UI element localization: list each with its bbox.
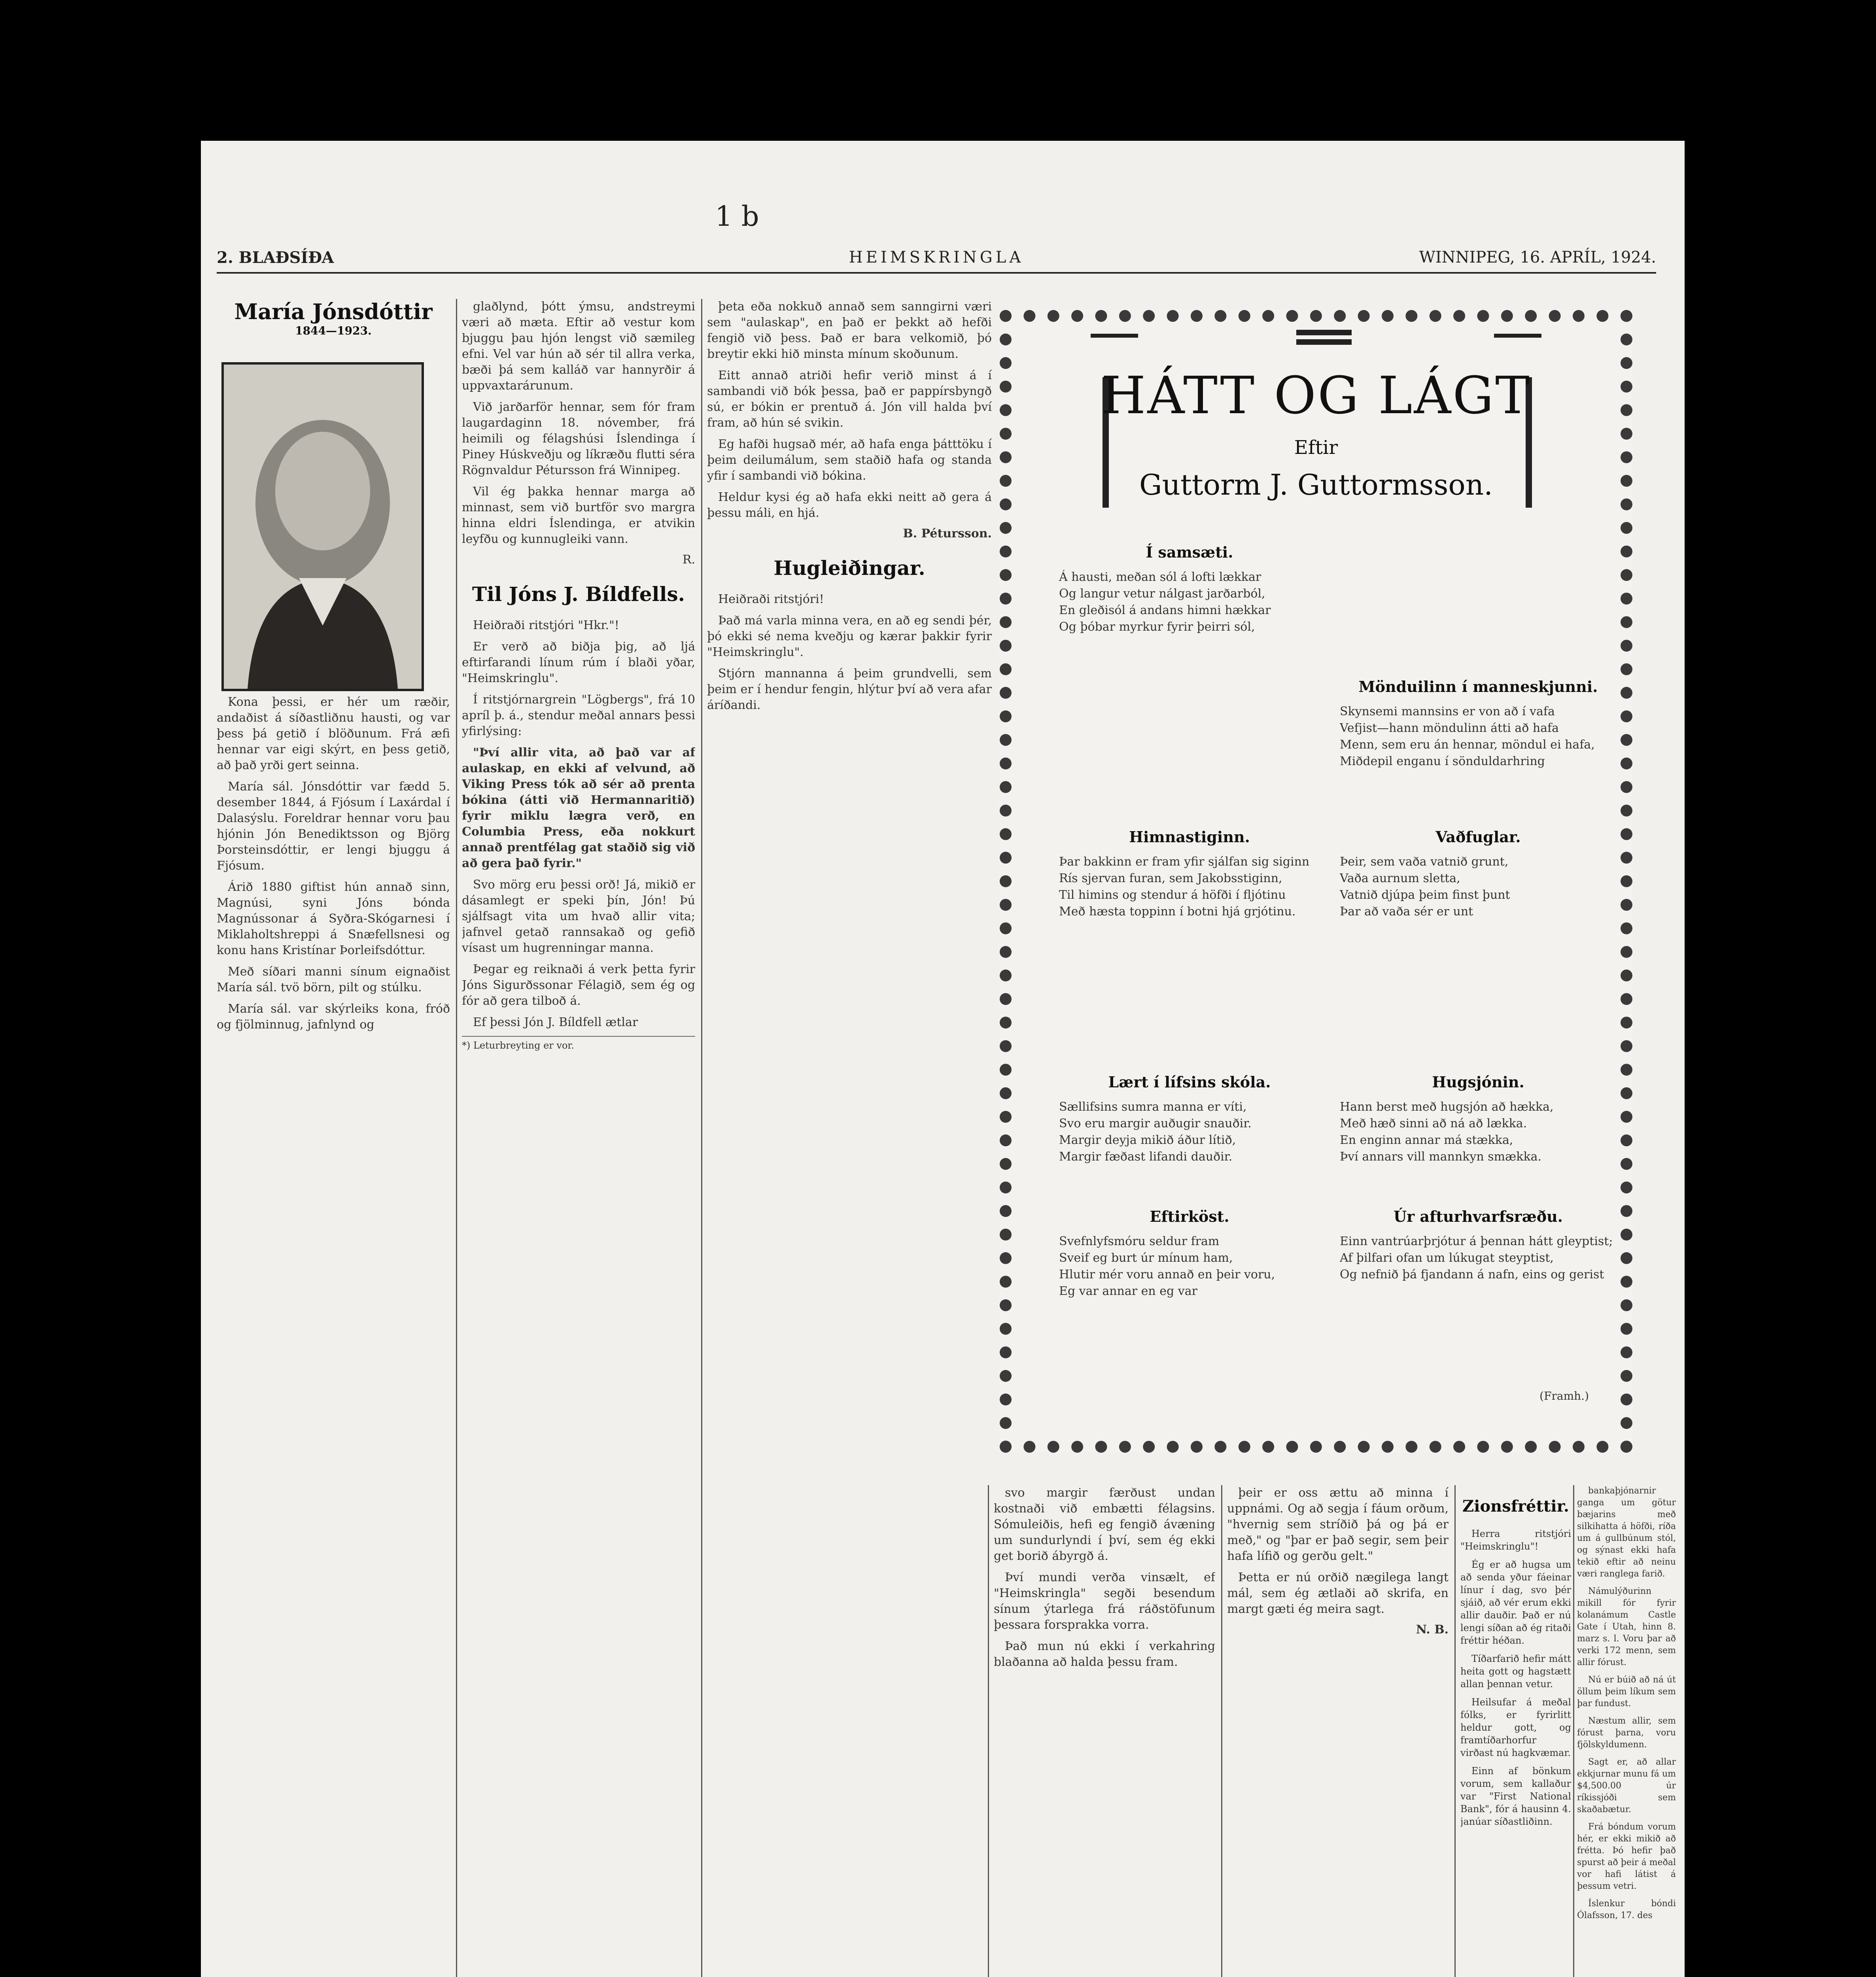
poem-section-title: Himnastiginn.: [1129, 828, 1250, 846]
poem-line: Rís sjervan furan, sem Jakobsstiginn,: [1059, 871, 1282, 885]
issue-date: WINNIPEG, 16. APRÍL, 1924.: [1419, 248, 1656, 266]
poem-line: Svo eru margir auðugir snauðir.: [1059, 1117, 1252, 1130]
column-2: [462, 299, 695, 1977]
paragraph: Vil ég þakka hennar marga að minnast, sem við burtför svo margra hinna eldri Íslendinga, er atvikin leyfðu og kunnugleiki vann.: [462, 485, 695, 546]
paragraph: María sál. Jónsdóttir var fædd 5. desember 1844, á Fjósum í Laxárdal í Dalasýslu. Foreldrar hennar voru þau hjónin Jón Benediktsson og Björg Þorsteinsdóttir, er lengi bjuggu á Fjósum.: [217, 780, 450, 873]
poem-line: Þeir, sem vaða vatnið grunt,: [1340, 855, 1509, 869]
portrait-photo: [221, 362, 424, 691]
paragraph: Í ritstjórnargrein "Lögbergs", frá 10 apríl þ. á., stendur meðal annars þessi yfirlýsing:: [462, 693, 695, 738]
paragraph: Tíðarfarið hefir mátt heita gott og hagstætt allan þennan vetur.: [1460, 1653, 1571, 1690]
poem-section-title: Vaðfuglar.: [1435, 828, 1521, 846]
poem-line: Sællifsins sumra manna er víti,: [1059, 1100, 1247, 1114]
paragraph: Svo mörg eru þessi orð! Já, mikið er dásamlegt er speki þín, Jón! Þú sjálfsagt vita um hvað allir vita; jafnvel getað rannsakað og gefið vísast um hugrenningar manna.: [462, 878, 695, 955]
paragraph: Íslenkur bóndi Ólafsson, 17. des: [1577, 1899, 1676, 1920]
poem-line: Miðdepil enganu í sönduldarhring: [1340, 754, 1545, 768]
poem-line: Þar að vaða sér er unt: [1340, 905, 1473, 919]
column-3: [707, 299, 992, 1485]
paragraph: glaðlynd, þótt ýmsu, andstreymi væri að mæta. Eftir að vestur kom bjuggu þau hjón lengst við sæmileg efni. Vel var hún að sér til allra verka, bæði þá sem kalláð var hannyrðir á uppvaxtarárunum.: [462, 300, 695, 393]
poem-byline: Eftir: [1294, 437, 1338, 459]
poem-section: [1059, 1208, 1320, 1300]
poem-line: Með hæð sinni að ná að lækka.: [1340, 1117, 1527, 1130]
column-rule: [456, 299, 457, 1977]
signature: R.: [682, 553, 695, 567]
paragraph: Við jarðarför hennar, sem fór fram laugardaginn 18. nóvember, frá heimili og félagshúsi Íslendinga í Piney Húskveðju og líkræðu flutti séra Rögnvaldur Pétursson frá Winnipeg.: [462, 400, 695, 477]
paragraph: Eitt annað atriði hefir verið minst á í sambandi við bók þessa, það er pappírsbyngð sú, er bókin er prentuð á. Jón vill halda því fram, að hún sé svikin.: [707, 369, 992, 430]
paragraph: Herra ritstjóri "Heimskringlu"!: [1460, 1528, 1571, 1552]
paragraph: Ef þessi Jón J. Bíldfell ætlar: [473, 1015, 638, 1029]
paragraph: svo margir færðust undan kostnaði við embætti félagsins. Sómuleiðis, hefi eg fengið ávæning um sundurlyndi í því, sem ég ekki get borið ábyrgð á.: [994, 1486, 1215, 1563]
paragraph: Er verð að biðja þig, að ljá eftirfarandi línum rúm í blaði yðar, "Heimskringlu".: [462, 640, 695, 685]
column-rule: [1221, 1485, 1222, 1977]
signature: B. Pétursson.: [903, 527, 992, 541]
poem-line: Vaða aurnum sletta,: [1340, 871, 1460, 885]
column-6: [1460, 1485, 1571, 1977]
poem-section: [1340, 678, 1617, 770]
paragraph: Nú er búið að ná út öllum þeim líkum sem þar fundust.: [1577, 1675, 1676, 1709]
poem-section-title: Úr afturhvarfsræðu.: [1394, 1208, 1563, 1225]
ornament-bar: [1296, 339, 1352, 345]
poem-line: Og þóbar myrkur fyrir þeirri sól,: [1059, 620, 1255, 634]
paragraph: Heldur kysi ég að hafa ekki neitt að gera á þessu máli, en hjá.: [707, 490, 992, 520]
paragraph: Það mun nú ekki í verkahring blaðanna að halda þessu fram.: [994, 1639, 1215, 1669]
poem-author: Guttorm J. Guttormsson.: [1139, 468, 1493, 501]
paragraph: Heiðraði ritstjóri "Hkr."!: [473, 618, 619, 632]
poem-section-title: Lært í lífsins skóla.: [1108, 1073, 1271, 1091]
ornament-bar: [1296, 330, 1352, 335]
poem-main-title: HÁTT OG LÁGT: [1101, 365, 1531, 425]
paragraph: Einn af bönkum vorum, sem kallaður var "First National Bank", fór á hausinn 4. janúar síðastliðinn.: [1460, 1765, 1571, 1827]
masthead: HEIMSKRINGLA: [849, 248, 1024, 266]
poem-line: Eg var annar en eg var: [1059, 1284, 1197, 1298]
poem-line: Sveif eg burt úr mínum ham,: [1059, 1251, 1233, 1265]
poem-line: Svefnlyfsmóru seldur fram: [1059, 1234, 1220, 1248]
paragraph: Námulýðurinn mikill fór fyrir kolanámum Castle Gate í Utah, hinn 8. marz s. l. Voru þar að verki 172 menn, sem allir fórust.: [1577, 1586, 1676, 1667]
poem-line: Vatnið djúpa þeim finst þunt: [1340, 888, 1510, 902]
signature: N. B.: [1416, 1623, 1449, 1637]
poem-section: [1059, 1073, 1320, 1165]
page-number: 2. BLAÐSÍÐA: [217, 248, 334, 267]
column-rule: [1573, 1485, 1574, 1977]
poem-section: [1059, 543, 1320, 635]
poem-line: Því annars vill mannkyn smækka.: [1340, 1150, 1542, 1164]
poem-section: [1340, 1208, 1617, 1283]
paragraph: Ég er að hugsa um að senda yður fáeinar línur í dag, svo þér sjáið, að vér erum ekki allir dauðir. Það er nú lengi síðan að ég ritaði fréttir héðan.: [1460, 1559, 1571, 1646]
poem-line: Hlutir mér voru annað en þeir voru,: [1059, 1268, 1275, 1281]
handwritten-mark: 1 b: [715, 200, 759, 232]
poem-continued: (Framh.): [1539, 1389, 1589, 1402]
poem-line: En enginn annar má stækka,: [1340, 1133, 1513, 1147]
column-rule: [988, 1485, 989, 1977]
poem-section-title: Í samsæti.: [1146, 543, 1233, 561]
paragraph: Þegar eg reiknaði á verk þetta fyrir Jóns Sigurðssonar Félagið, sem ég og fór að gera tilboð á.: [462, 962, 695, 1008]
poem-line: Með hæsta toppinn í botni hjá grjótinu.: [1059, 905, 1296, 919]
poem-line: Skynsemi mannsins er von að í vafa: [1340, 705, 1555, 718]
poem-line: Til himins og stendur á höfði í fljótinu: [1059, 888, 1286, 902]
paragraph: Heilsufar á meðal fólks, er fyrirlitt heldur gott, og framtíðarhorfur virðast nú hagkvæmar.: [1460, 1697, 1571, 1758]
paragraph: bankaþjónarnir ganga um götur bæjarins með silkihatta á höfði, ríða um á gullbúnum stól, og sýnast ekki hafa tekið eftir að neinu væri ranglega farið.: [1577, 1486, 1676, 1579]
page-header: [217, 248, 1656, 274]
poem-line: Margir deyja mikið áður lítið,: [1059, 1133, 1236, 1147]
poem-line: Á hausti, meðan sól á lofti lækkar: [1059, 570, 1261, 584]
column-1-text: [217, 694, 450, 1977]
column-5: [1227, 1485, 1449, 1977]
article-title: Hugleiðingar.: [773, 556, 925, 580]
poem-line: Og langur vetur nálgast jarðarból,: [1059, 587, 1265, 601]
poem-section: [1340, 828, 1617, 920]
poem-line: Af þilfari ofan um lúkugat steyptist,: [1340, 1251, 1554, 1265]
paragraph: Næstum allir, sem fórust þarna, voru fjölskyldumenn.: [1577, 1716, 1676, 1750]
poem-line: Og nefnið þá fjandann á nafn, eins og gerist: [1340, 1268, 1604, 1281]
paragraph: Heiðraði ritstjóri!: [718, 592, 824, 606]
column-4: [994, 1485, 1215, 1977]
paragraph: Því mundi verða vinsælt, ef "Heimskringla" segði besendum sínum ýtarlega frá ráðstöfunum þessara forsprakka vorra.: [994, 1571, 1215, 1632]
paragraph: Þetta er nú orðið nægilega langt mál, sem ég ætlaði að skrifa, en margt gæti ég meira sagt.: [1227, 1571, 1449, 1616]
column-7: [1577, 1485, 1676, 1977]
ornament-bar: [1091, 334, 1138, 338]
poem-section-title: Mönduilinn í manneskjunni.: [1358, 678, 1598, 696]
paragraph: María sál. var skýrleiks kona, fróð og fjölminnug, jafnlynd og: [217, 1002, 450, 1032]
paragraph: Með síðari manni sínum eignaðist María sál. tvö börn, pilt og stúlku.: [217, 965, 450, 994]
poem-section: [1340, 1073, 1617, 1165]
poem-line: Einn vantrúarþrjótur á þennan hátt gleyptist;: [1340, 1234, 1613, 1248]
poem-line: Menn, sem eru án hennar, möndul ei hafa,: [1340, 738, 1595, 752]
column-rule: [701, 299, 702, 1977]
obituary-title: María Jónsdóttir: [234, 299, 433, 324]
poem-line: En gleðisól á andans himni hækkar: [1059, 603, 1271, 617]
paragraph: "Því allir vita, að það var af aulaskap, en ekki af velvund, að Viking Press tók að sér að prenta bókina (átti við Hermannaritið) fyrir miklu lægra verð, en Columbia Press, eða nokkurt annað prentfélag gat staðið sig við að gera það fyrir.": [462, 746, 695, 870]
ornament-bar: [1494, 334, 1541, 338]
poem-section-title: Eftirköst.: [1150, 1208, 1229, 1225]
paragraph: Kona þessi, er hér um ræðir, andaðist á síðastliðnu hausti, og var þess þá getið í blöðunum. Frá æfi hennar var eigi skýrt, en þess getið, að það yrði gert seinna.: [217, 695, 450, 772]
paragraph: Það má varla minna vera, en að eg sendi þér, þó ekki sé nema kveðju og kærar þakkir fyrir "Heimskringlu".: [707, 614, 992, 659]
column-rule: [1454, 1485, 1456, 1977]
poem-line: Þar bakkinn er fram yfir sjálfan sig siginn: [1059, 855, 1310, 869]
poem-frame: [1000, 310, 1632, 1453]
paragraph: Sagt er, að allar ekkjurnar munu fá um $4,500.00 úr ríkissjóði sem skaðabætur.: [1577, 1757, 1676, 1814]
paragraph: þeta eða nokkuð annað sem sanngirni væri sem "aulaskap", en það er þekkt að hefði fengið við þess. Það er bara velkomið, þó breytir ekki hið minsta mínum skoðunum.: [707, 300, 992, 361]
obituary-years: 1844—1923.: [295, 324, 372, 337]
paragraph: þeir er oss ættu að minna í uppnámi. Og að segja í fáum orðum, "hvernig sem stríðið þá og þá er með," og "þar er það segir, sem þeir hafa lífið og gerðu gelt.": [1227, 1486, 1449, 1563]
paragraph: Frá bóndum vorum hér, er ekki mikið að frétta. Þó hefir það spurst að þeir á meðal vor hafi látist á þessum vetri.: [1577, 1822, 1676, 1891]
paragraph: Stjórn mannanna á þeim grundvelli, sem þeim er í hendur fengin, hlýtur því að vera afar áríðandi.: [707, 667, 992, 712]
newspaper-page: [201, 141, 1685, 1977]
paragraph: Árið 1880 giftist hún annað sinn, Magnúsi, syni Jóns bónda Magnússonar á Syðra-Skógarnesi í Miklaholtshreppi á Snæfellsnesi og konu hans Kristínar Þorleifsdóttur.: [217, 880, 450, 957]
poem-section: [1059, 828, 1320, 920]
article-title: Til Jóns J. Bíldfells.: [472, 582, 685, 606]
paragraph: Eg hafði hugsað mér, að hafa enga þátttöku í þeim deilumálum, sem staðið hafa og standa yfir í sambandi við bókina.: [707, 437, 992, 483]
article-title: Zionsfréttir.: [1462, 1497, 1569, 1516]
poem-section-title: Hugsjónin.: [1432, 1073, 1524, 1091]
poem-line: Vefjist—hann möndulinn átti að hafa: [1340, 721, 1559, 735]
poem-line: Hann berst með hugsjón að hækka,: [1340, 1100, 1554, 1114]
footnote: *) Leturbreyting er vor.: [462, 1036, 695, 1051]
poem-line: Margir fæðast lifandi dauðir.: [1059, 1150, 1233, 1164]
